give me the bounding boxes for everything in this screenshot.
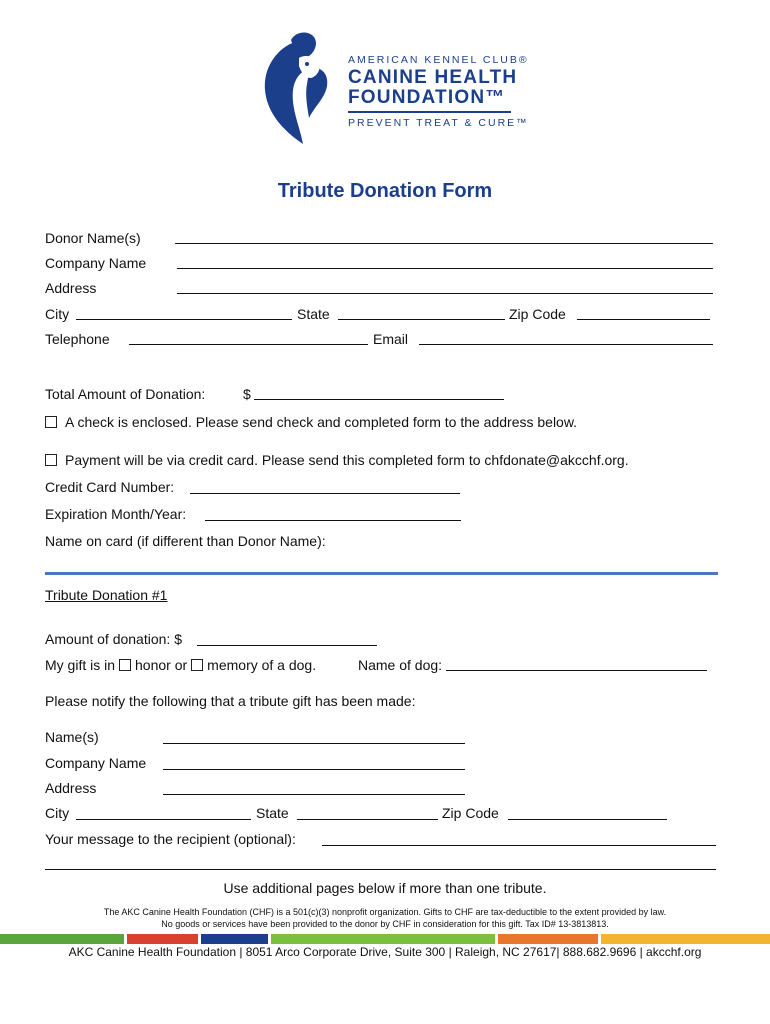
tribute-heading: Tribute Donation #1 [45, 587, 168, 603]
recipient-city-field[interactable] [76, 819, 251, 820]
amount-field[interactable] [197, 645, 377, 646]
recipient-names-field[interactable] [163, 743, 465, 744]
recipient-zip-field[interactable] [508, 819, 667, 820]
recipient-company-label: Company Name [45, 755, 147, 771]
logo-canine-health: CANINE HEALTH [348, 67, 518, 88]
chf-logo [255, 28, 529, 148]
gift-prefix: My gift is in [45, 657, 116, 673]
dog-heart-logo-icon [255, 28, 347, 148]
recipient-city-label: City [45, 805, 70, 821]
telephone-label: Telephone [45, 331, 110, 347]
recipient-zip-label: Zip Code [442, 805, 499, 821]
telephone-field[interactable] [129, 344, 368, 345]
gift-row [45, 656, 316, 674]
donor-names-field[interactable] [175, 243, 713, 244]
color-bar [0, 934, 770, 944]
color-bar-blue [201, 934, 268, 944]
message-field-line1[interactable] [322, 845, 716, 846]
address-field[interactable] [177, 293, 713, 294]
logo-rule [348, 111, 511, 113]
cc-number-field[interactable] [190, 493, 460, 494]
section-divider [45, 572, 718, 575]
dog-name-label: Name of dog: [358, 657, 443, 673]
amount-label: Amount of donation: $ [45, 631, 182, 647]
color-bar-red [127, 934, 199, 944]
dog-name-field[interactable] [446, 670, 707, 671]
logo-text [348, 54, 529, 129]
dollar-sign: $ [243, 386, 251, 402]
expiration-label: Expiration Month/Year: [45, 506, 187, 522]
credit-card-checkbox[interactable] [45, 454, 57, 466]
total-field[interactable] [254, 399, 504, 400]
total-label: Total Amount of Donation: [45, 386, 206, 402]
company-label: Company Name [45, 255, 147, 271]
color-bar-green [0, 934, 124, 944]
credit-option-text: Payment will be via credit card. Please send this completed form to chfdonate@akcchf.org. [65, 452, 629, 468]
honor-checkbox[interactable] [119, 659, 131, 671]
cc-number-label: Credit Card Number: [45, 479, 175, 495]
color-bar-yellow [601, 934, 770, 944]
email-label: Email [373, 331, 409, 347]
name-on-card-label: Name on card (if different than Donor Name): [45, 533, 326, 549]
recipient-address-label: Address [45, 780, 97, 796]
donor-names-label: Donor Name(s) [45, 230, 141, 246]
zip-field[interactable] [577, 319, 710, 320]
credit-option [45, 451, 629, 469]
memory-checkbox[interactable] [191, 659, 203, 671]
company-field[interactable] [177, 268, 713, 269]
notify-text: Please notify the following that a tribute gift has been made: [45, 693, 416, 709]
legal-note-1: The AKC Canine Health Foundation (CHF) is a 501(c)(3) nonprofit organization. Gifts to CHF are tax-deductible to the extent provided by law. [103, 907, 667, 917]
recipient-state-label: State [256, 805, 289, 821]
expiration-field[interactable] [205, 520, 461, 521]
legal-note-2: No goods or services have been provided to the donor by CHF in consideration for this gift. Tax ID# 13-3813813. [161, 919, 609, 929]
honor-label: honor or [135, 657, 188, 673]
logo-foundation: FOUNDATION™ [348, 87, 506, 108]
footer-text: AKC Canine Health Foundation | 8051 Arco Corporate Drive, Suite 300 | Raleigh, NC 27617| 888.682.9696 | akcchf.org [68, 945, 702, 959]
additional-pages-note: Use additional pages below if more than one tribute. [223, 880, 547, 896]
logo-tagline: PREVENT TREAT & CURE™ [348, 117, 529, 129]
color-bar-orange [498, 934, 598, 944]
zip-label: Zip Code [509, 306, 566, 322]
message-field-line2[interactable] [45, 869, 716, 870]
check-option [45, 413, 577, 431]
state-field[interactable] [338, 319, 505, 320]
color-bar-lime [271, 934, 495, 944]
address-label: Address [45, 280, 97, 296]
state-label: State [297, 306, 330, 322]
check-enclosed-checkbox[interactable] [45, 416, 57, 428]
email-field[interactable] [419, 344, 713, 345]
memory-label: memory of a dog. [207, 657, 317, 673]
message-label: Your message to the recipient (optional): [45, 831, 296, 847]
recipient-state-field[interactable] [297, 819, 438, 820]
city-field[interactable] [76, 319, 292, 320]
recipient-names-label: Name(s) [45, 729, 99, 745]
recipient-address-field[interactable] [163, 794, 465, 795]
logo-akc: AMERICAN KENNEL CLUB® [348, 54, 529, 66]
check-option-text: A check is enclosed. Please send check and completed form to the address below. [65, 414, 578, 430]
recipient-company-field[interactable] [163, 769, 465, 770]
form-title: Tribute Donation Form [277, 180, 493, 202]
city-label: City [45, 306, 70, 322]
